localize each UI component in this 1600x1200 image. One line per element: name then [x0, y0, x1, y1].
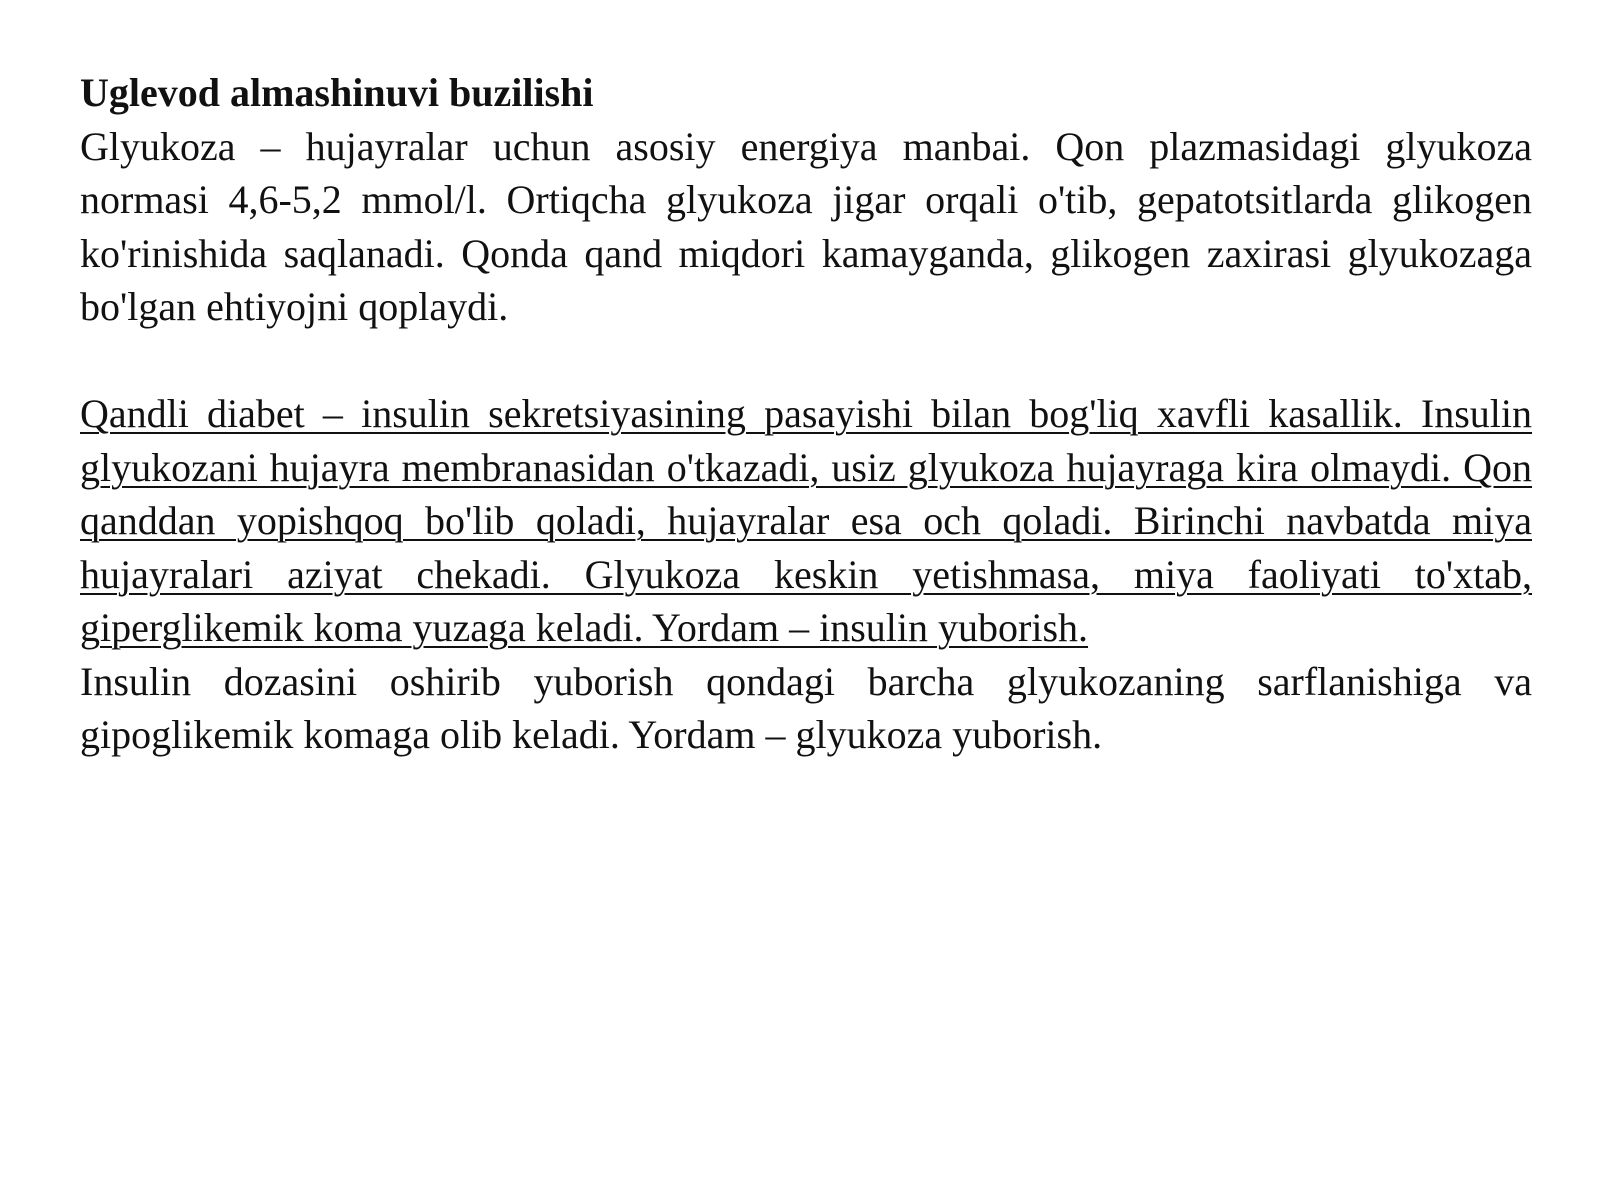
- slide-content: [80, 66, 1532, 762]
- paragraph-spacer: [80, 334, 1532, 388]
- paragraph-diabetes: Qandli diabet – insulin sekretsiyasining pasayishi bilan bog'liq xavfli kasallik. Insulin glyukozani hujayra membranasidan o'tkazadi, usiz glyukoza hujayraga kira olmaydi. Qon qanddan yopishqoq bo'lib qoladi, hujayralar esa och qoladi. Birinchi navbatda miya hujayralari aziyat chekadi. Glyukoza keskin yetishmasa, miya faoliyati to'xtab, giperglikemik koma yuzaga keladi. Yordam – insulin yuborish.: [80, 391, 1532, 650]
- paragraph-insulin-overdose: Insulin dozasini oshirib yuborish qondagi barcha glyukozaning sarflanishiga va gipoglikemik komaga olib keladi. Yordam – glyukoza yuborish.: [80, 658, 1532, 757]
- slide-title: Uglevod almashinuvi buzilishi: [80, 70, 594, 115]
- paragraph-glucose: Glyukoza – hujayralar uchun asosiy energiya manbai. Qon plazmasidagi glyukoza normasi 4,6-5,2 mmol/l. Ortiqcha glyukoza jigar orqali o'tib, gepatotsitlarda glikogen ko'rinishida saqlanadi. Qonda qand miqdori kamayganda, glikogen zaxirasi glyukozaga bo'lgan ehtiyojni qoplaydi.: [80, 123, 1532, 329]
